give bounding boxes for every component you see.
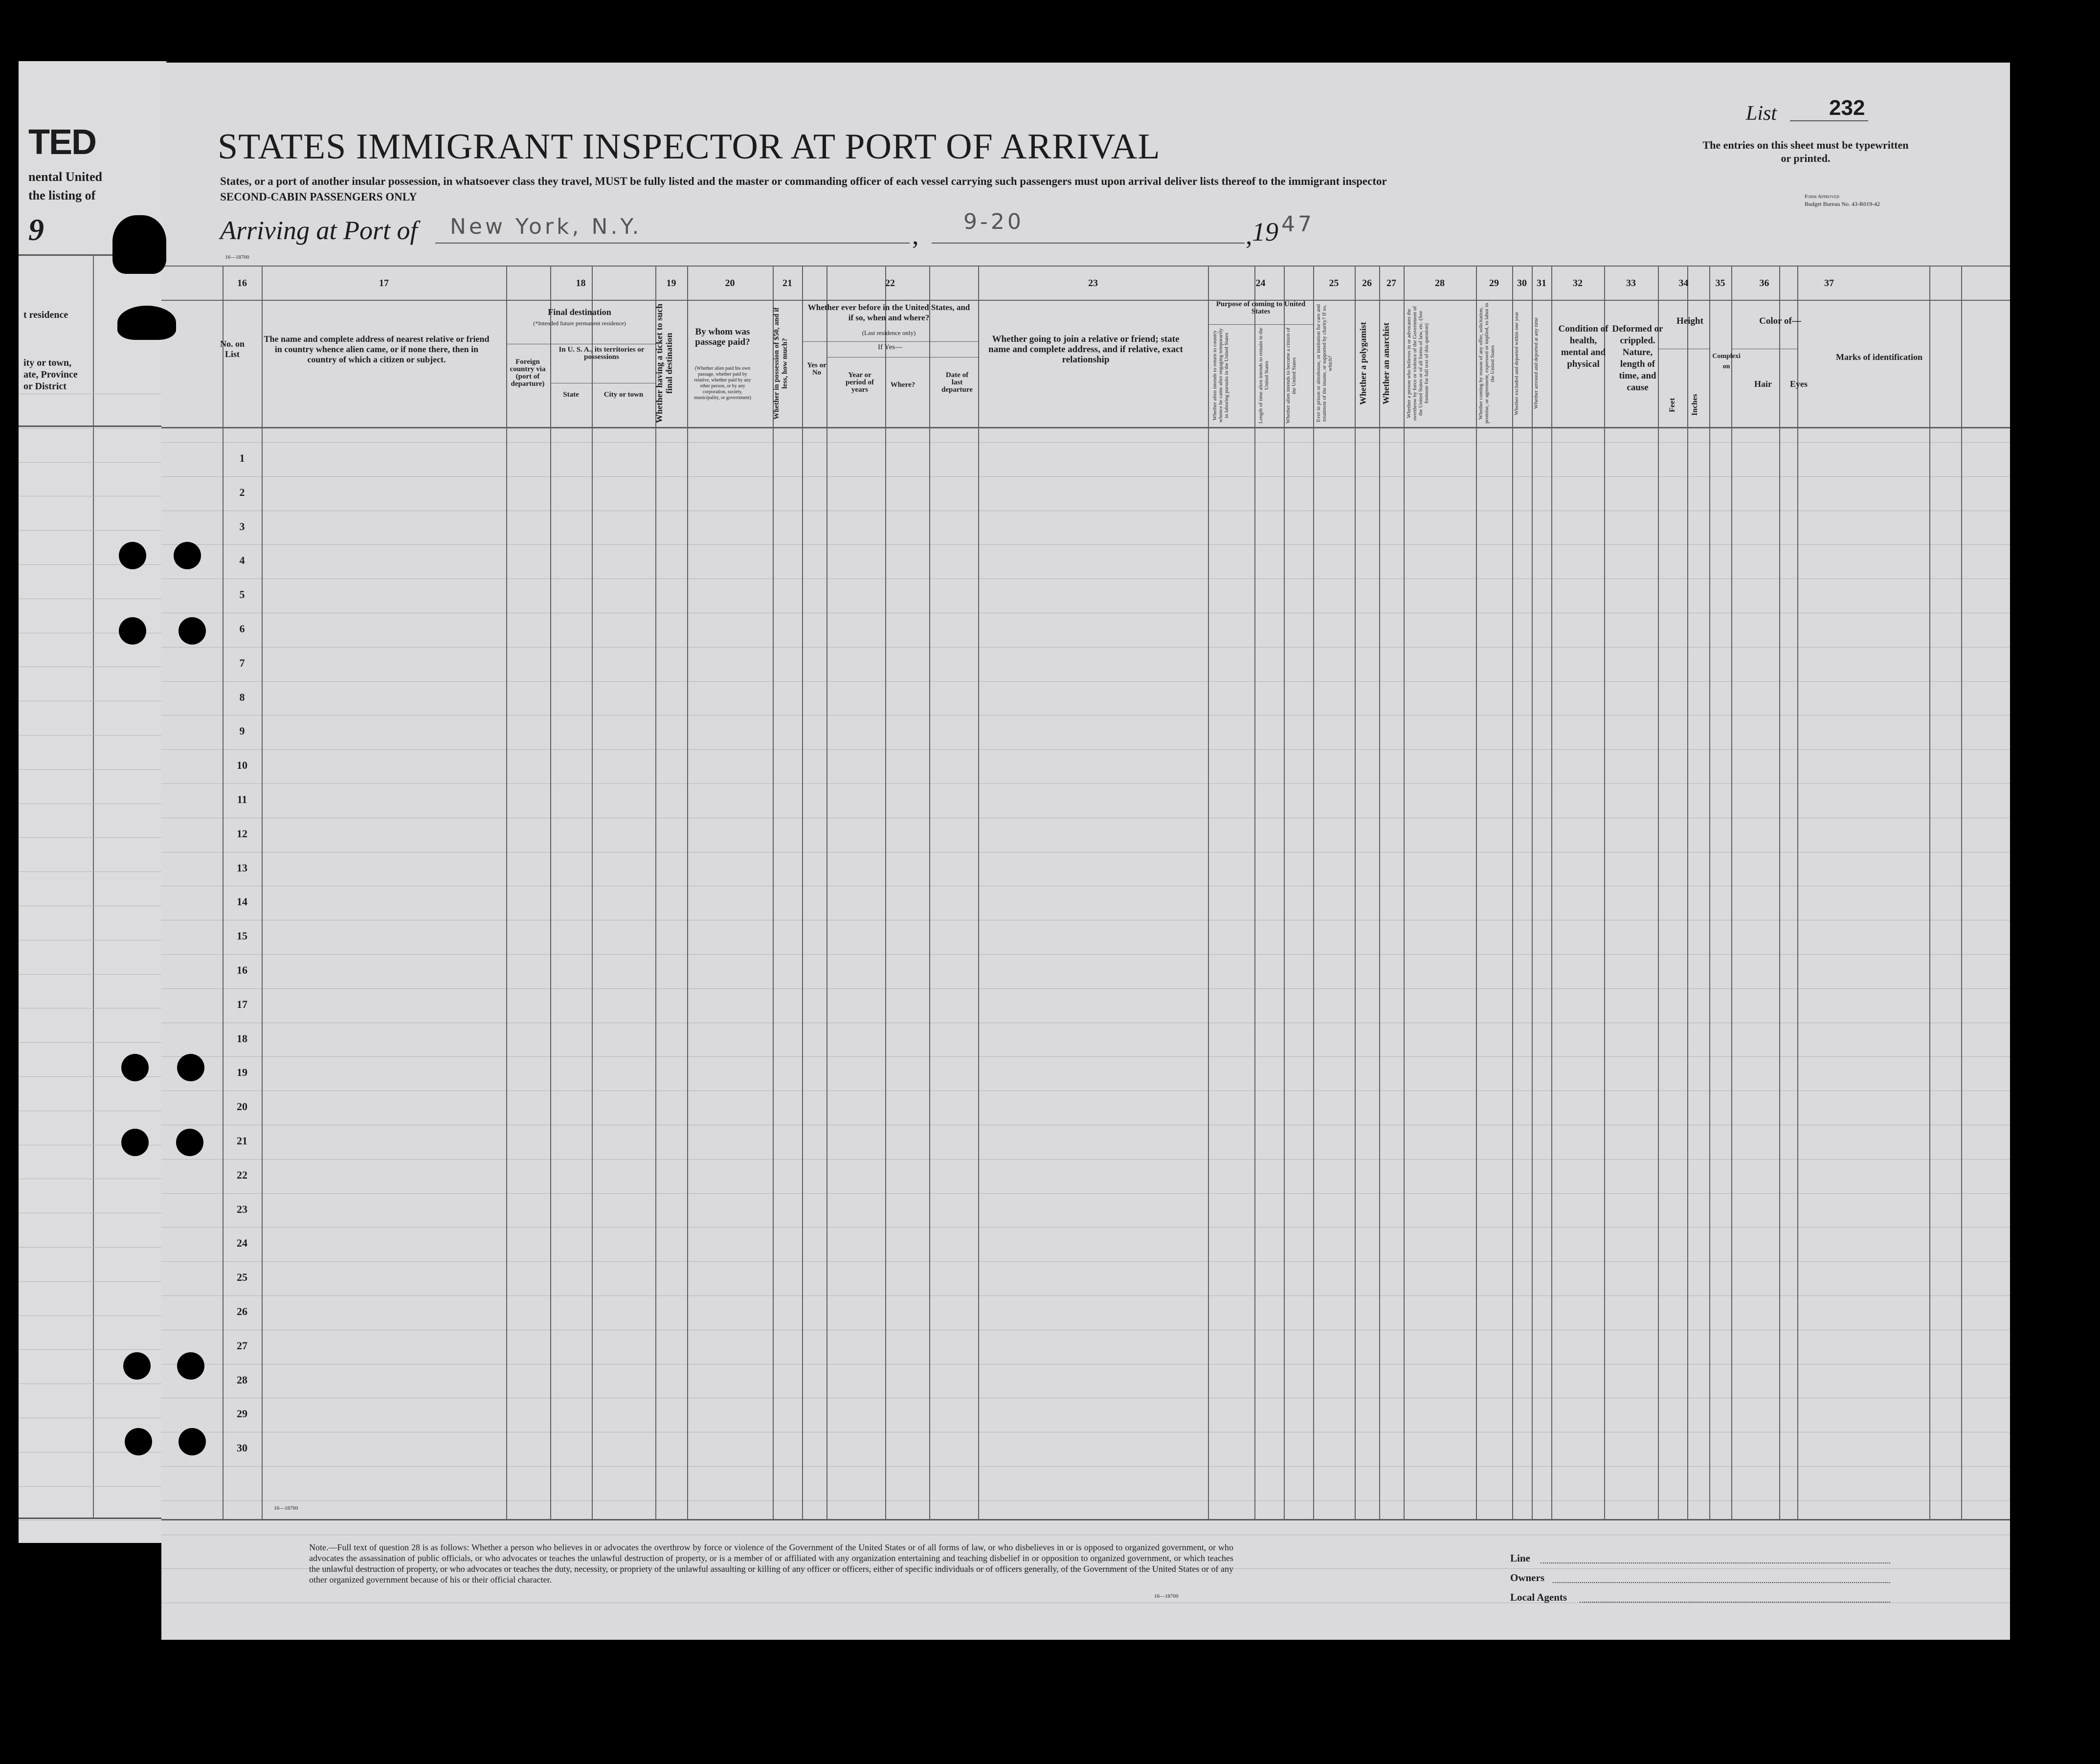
column-rule xyxy=(262,266,263,1519)
col-22-title: Whether ever before in the United States, and if so, when and where? xyxy=(807,303,970,322)
column-number: 16 xyxy=(237,278,247,289)
left-title-fragment: TED xyxy=(28,123,96,162)
punch-hole xyxy=(123,1352,151,1380)
budget-bureau-number: Budget Bureau No. 43-R019-42 xyxy=(1805,201,1880,207)
col-27-header: Whether an anarchist xyxy=(1381,322,1391,404)
column-number: 23 xyxy=(1088,278,1098,289)
column-rule xyxy=(1731,266,1732,1519)
row-number: 3 xyxy=(239,520,245,533)
column-rule xyxy=(1532,266,1533,1519)
col-37-header: Marks of identification xyxy=(1836,352,1922,362)
left-row-rule xyxy=(19,974,165,975)
col-36-hair: Hair xyxy=(1754,379,1772,389)
column-number: 29 xyxy=(1489,278,1499,289)
left-col-divider xyxy=(93,254,94,1518)
arriving-label: Arriving at Port of xyxy=(220,216,418,245)
column-rule xyxy=(1961,266,1962,1519)
row-number: 2 xyxy=(239,486,245,498)
form-code-top: 16—18700 xyxy=(225,254,249,260)
column-number: 17 xyxy=(379,278,389,289)
col-33-header: Deformed or crippled. Nature, length of time, and cause xyxy=(1612,324,1663,393)
punch-hole xyxy=(177,1054,204,1081)
col-18-foreign: Foreign country via (port of departure) xyxy=(510,358,546,388)
column-rule xyxy=(1208,266,1209,1519)
row-number: 10 xyxy=(237,759,247,772)
left-row-rule xyxy=(19,530,165,531)
left-row-rule xyxy=(19,735,165,736)
grid-rule xyxy=(161,266,2010,267)
instructions-text: States, or a port of another insular possession, in whatsoever class they travel, MUST be fully listed and the master or commanding officer of each vessel carrying such passengers must upon arrival deliver lists thereof to the immigrant inspector xyxy=(220,175,1387,187)
column-number: 20 xyxy=(725,278,735,289)
column-rule xyxy=(1658,266,1659,1519)
row-rule xyxy=(161,1056,2010,1057)
row-number: 11 xyxy=(237,793,247,805)
column-rule xyxy=(1379,266,1380,1519)
punch-hole xyxy=(176,1129,203,1156)
col-22-year: Year or period of years xyxy=(846,371,874,394)
punch-hole xyxy=(119,542,146,569)
punch-hole xyxy=(179,617,206,645)
row-number: 30 xyxy=(237,1442,247,1454)
row-number: 25 xyxy=(237,1271,247,1284)
column-rule xyxy=(1709,266,1710,1519)
col-18-usa: In U. S. A., its territories or possessions xyxy=(559,346,645,361)
row-number: 13 xyxy=(237,861,247,874)
column-rule xyxy=(1254,266,1255,1519)
row-rule xyxy=(161,1193,2010,1194)
manifest-sheet xyxy=(161,63,2010,1640)
row-rule xyxy=(161,476,2010,477)
col-24-a: Whether alien intends to return to country whence he came after engaging temporarily in laboring pursuits in the United States xyxy=(1212,328,1229,423)
page-title: STATES IMMIGRANT INSPECTOR AT PORT OF ARRIVAL xyxy=(218,127,1161,167)
row-rule xyxy=(161,783,2010,784)
column-rule xyxy=(1929,266,1930,1519)
col-21-header: Whether in possession of $50, and if less, how much? xyxy=(773,307,789,420)
form-approved-label: Form Approved xyxy=(1805,194,1839,200)
local-agents-label: Local Agents xyxy=(1510,1591,1567,1603)
row-number: 1 xyxy=(239,452,245,464)
punch-hole xyxy=(179,1428,206,1455)
row-number: 12 xyxy=(237,827,247,840)
row-number: 28 xyxy=(237,1373,247,1386)
col-19-header: Whether having a ticket to such final destination xyxy=(654,303,674,424)
column-number: 25 xyxy=(1329,278,1339,289)
row-number: 18 xyxy=(237,1032,247,1045)
subheader-rule xyxy=(802,341,978,342)
column-rule xyxy=(506,266,507,1519)
col-22-if-yes: If Yes— xyxy=(877,343,902,351)
column-number: 34 xyxy=(1678,278,1689,289)
col-23-header: Whether going to join a relative or friend; state name and complete address, and if relative, exact relationship xyxy=(988,334,1183,365)
date-field-line xyxy=(932,243,1245,244)
row-number: 8 xyxy=(239,691,245,703)
col-22-yes-no: Yes or No xyxy=(807,361,827,377)
row-number: 5 xyxy=(239,588,245,601)
left-city-header: ity or town, ate, Province or District xyxy=(23,357,78,392)
column-rule xyxy=(1313,266,1314,1519)
year-handwritten: 47 xyxy=(1281,212,1315,237)
col-34-header: Height xyxy=(1676,316,1703,326)
binder-clip xyxy=(112,215,166,274)
column-rule xyxy=(550,266,551,1519)
subheader-rule xyxy=(1208,324,1313,325)
column-rule xyxy=(929,266,930,1519)
row-number: 6 xyxy=(239,623,245,635)
comma-2: , xyxy=(1246,221,1252,250)
binder-clip-lower xyxy=(117,306,176,340)
grid-rule xyxy=(161,427,2010,428)
local-agents-field xyxy=(1580,1602,1890,1603)
punch-hole xyxy=(121,1054,149,1081)
column-number: 33 xyxy=(1626,278,1636,289)
row-rule xyxy=(161,544,2010,545)
column-rule xyxy=(1687,266,1688,1519)
list-label: List xyxy=(1746,102,1777,125)
row-rule xyxy=(161,647,2010,648)
col-22-where: Where? xyxy=(890,381,916,389)
comma-1: , xyxy=(912,221,919,250)
column-number: 26 xyxy=(1362,278,1372,289)
row-rule xyxy=(161,1466,2010,1467)
column-rule xyxy=(1779,266,1780,1519)
form-code-bottom: 16—18700 xyxy=(274,1505,298,1511)
left-line1: nental United xyxy=(28,170,102,184)
left-row-rule xyxy=(19,1042,165,1043)
col-24-title: Purpose of coming to United States xyxy=(1216,300,1306,315)
col-32-header: Condition of health, mental and physical xyxy=(1558,324,1609,369)
row-number: 23 xyxy=(237,1203,247,1215)
column-rule xyxy=(1476,266,1477,1519)
col-16-header: No. on List xyxy=(220,339,245,359)
col-24-b: Length of time alien intends to remain in the United States xyxy=(1258,327,1270,424)
passenger-class: SECOND-CABIN PASSENGERS ONLY xyxy=(220,191,417,203)
col-35-header: Complexion xyxy=(1712,353,1741,370)
list-number: 232 xyxy=(1829,96,1865,120)
column-rule xyxy=(885,266,886,1519)
left-row-rule xyxy=(19,871,165,872)
list-number-field xyxy=(1790,120,1868,121)
column-rule xyxy=(1512,266,1513,1519)
punch-hole xyxy=(125,1428,152,1455)
column-number: 37 xyxy=(1824,278,1834,289)
column-number: 31 xyxy=(1537,278,1546,289)
left-row-rule xyxy=(19,564,165,565)
row-number: 19 xyxy=(237,1066,247,1079)
grid-rule xyxy=(161,300,2010,301)
row-number: 4 xyxy=(239,554,245,567)
column-rule xyxy=(978,266,979,1519)
column-rule xyxy=(592,266,593,1519)
port-field-line xyxy=(435,243,910,244)
left-row-rule xyxy=(19,462,165,463)
left-line2: the listing of xyxy=(28,188,96,202)
column-number: 30 xyxy=(1517,278,1527,289)
column-rule xyxy=(1604,266,1605,1519)
column-number: 24 xyxy=(1255,278,1266,289)
column-rule xyxy=(655,266,656,1519)
left-header-rule xyxy=(19,425,165,427)
row-number: 9 xyxy=(239,725,245,737)
col-18-title: Final destination xyxy=(548,307,611,317)
column-number: 21 xyxy=(782,278,792,289)
column-rule xyxy=(687,266,688,1519)
owners-label: Owners xyxy=(1510,1572,1544,1584)
column-rule xyxy=(1284,266,1285,1519)
column-number: 22 xyxy=(885,278,895,289)
column-number: 18 xyxy=(576,278,586,289)
row-number: 26 xyxy=(237,1305,247,1317)
row-number: 29 xyxy=(237,1407,247,1420)
column-rule xyxy=(1797,266,1798,1519)
col-17-header: The name and complete address of nearest relative or friend in country whence alien came, or if none there, then in country of which a citizen or subject. xyxy=(264,334,490,364)
footer-note-code: 16—18700 xyxy=(1154,1593,1179,1599)
col-20-header: By whom was passage paid? xyxy=(695,327,750,347)
row-rule xyxy=(161,988,2010,989)
column-number: 35 xyxy=(1715,278,1725,289)
row-number: 20 xyxy=(237,1100,247,1113)
left-bottom-rule xyxy=(19,1518,165,1519)
row-rule xyxy=(161,1295,2010,1296)
col-18-note: (*Intended future permanent residence) xyxy=(533,320,626,327)
row-rule xyxy=(161,1227,2010,1228)
col-28-header: Whether a person who believes in or advocates the overthrow by force or violence of the Government of the United States or of all forms of law, etc. (See footnote for full text of this question) xyxy=(1406,306,1430,421)
col-31-header: Whether arrested and deported at any time xyxy=(1533,317,1539,409)
column-number: 27 xyxy=(1386,278,1396,289)
row-number: 17 xyxy=(237,998,247,1010)
col-36-eyes: Eyes xyxy=(1790,379,1808,389)
column-rule xyxy=(1355,266,1356,1519)
left-row-rule xyxy=(19,1281,165,1282)
column-rule xyxy=(1404,266,1405,1519)
year-prefix: 19 xyxy=(1252,217,1278,246)
column-rule xyxy=(1551,266,1552,1519)
left-big-digit: 9 xyxy=(28,212,44,247)
col-25-header: Ever in prison or almshouse, or institution for care and treatment of the insane, or supported by charity? If so, which? xyxy=(1316,304,1333,423)
row-rule xyxy=(161,442,2010,443)
owners-field xyxy=(1553,1582,1890,1583)
col-29-header: Whether coming by reason of any offer, solicitation, promise, or agreement, expressed or implied, to labor in the United States xyxy=(1478,303,1496,424)
punch-hole xyxy=(119,617,146,645)
col-34-feet: Feet xyxy=(1668,398,1676,412)
punch-hole xyxy=(121,1129,149,1156)
row-number: 21 xyxy=(237,1135,247,1147)
row-number: 16 xyxy=(237,964,247,976)
col-30-header: Whether excluded and deported within one year xyxy=(1514,312,1519,415)
col-18-state: State xyxy=(563,391,579,399)
col-24-c: Whether alien intends to become a citizen of the United States xyxy=(1285,327,1297,424)
row-number: 24 xyxy=(237,1237,247,1250)
column-number: 28 xyxy=(1435,278,1445,289)
column-rule xyxy=(773,266,774,1519)
col-36-header: Color of— xyxy=(1759,316,1801,326)
footer-note: Note.—Full text of question 28 is as follows: Whether a person who believes in or advocates the overthrow by force or violence of the Government of the United States or of all forms of law, or who disbelieves in or is opposed to organized government, or who advocates the assassination of public officials, or who advocates or teaches the unlawful destruction of property, or is a member of or affiliated with any organization entertaining and teaching disbelief in or opposition to organized government, or which teaches the unlawful destruction of property, or who advocates or teaches the duty, necessity, or propriety of the unlawful assaulting or killing of any officer or officers, either of specific individuals or of officers generally, of the Government of the United States or of any other organized government because of his or their official character. xyxy=(309,1542,1233,1585)
row-rule xyxy=(161,1159,2010,1160)
grid-rule xyxy=(161,1519,2010,1520)
row-number: 7 xyxy=(239,656,245,669)
left-row-rule xyxy=(19,1247,165,1248)
left-residence-header: t residence xyxy=(23,310,68,320)
port-handwritten: New York, N.Y. xyxy=(450,214,642,239)
left-row-rule xyxy=(19,769,165,770)
column-number: 19 xyxy=(666,278,676,289)
row-rule xyxy=(161,1261,2010,1262)
col-20-note: (Whether alien paid his own passage, whether paid by relative, whether paid by any other person, or by any corporation, society, municipality, or government) xyxy=(694,366,751,401)
left-row-rule xyxy=(19,1486,165,1487)
row-number: 22 xyxy=(237,1168,247,1181)
row-rule xyxy=(161,749,2010,750)
col-22-note: (Last residence only) xyxy=(862,329,916,336)
row-number: 15 xyxy=(237,930,247,942)
left-row-rule xyxy=(19,837,165,838)
row-number: 14 xyxy=(237,895,247,908)
row-rule xyxy=(161,954,2010,955)
punch-hole xyxy=(174,542,201,569)
column-number: 32 xyxy=(1573,278,1583,289)
entries-note: The entries on this sheet must be typewritten or printed. xyxy=(1702,139,1909,164)
col-34-inches: Inches xyxy=(1691,394,1699,416)
row-number: 27 xyxy=(237,1339,247,1352)
col-22-date: Date of last departure xyxy=(941,371,973,394)
column-rule xyxy=(802,266,803,1519)
row-rule xyxy=(161,1500,2010,1501)
left-row-rule xyxy=(19,1349,165,1350)
line-label: Line xyxy=(1510,1552,1530,1564)
col-18-city: City or town xyxy=(603,391,644,399)
col-26-header: Whether a polygamist xyxy=(1358,322,1368,405)
row-rule xyxy=(161,681,2010,682)
left-page-fragment xyxy=(19,61,167,1543)
date-handwritten: 9-20 xyxy=(963,209,1024,234)
punch-hole xyxy=(177,1352,204,1380)
column-number: 36 xyxy=(1759,278,1769,289)
